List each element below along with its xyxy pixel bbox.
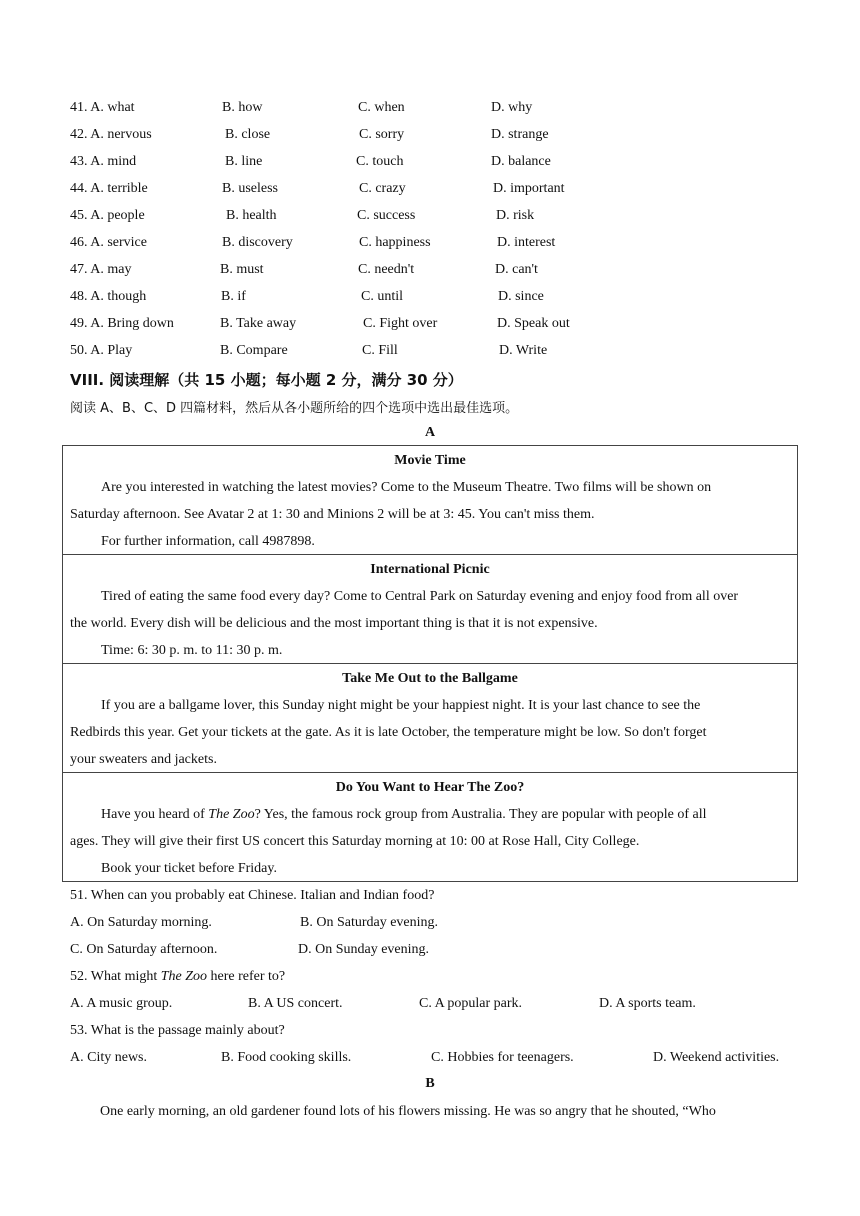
choice-a: A. City news.	[70, 1050, 147, 1065]
ad-ballgame-line: If you are a ballgame lover, this Sunday night might be your happiest night. It is your last chance to see the	[101, 698, 701, 713]
option-43-a: 43. A. mind	[70, 154, 137, 169]
choice-a: A. A music group.	[70, 996, 173, 1011]
option-50-b: B. Compare	[220, 343, 288, 358]
option-48-d: D. since	[498, 289, 544, 304]
option-46-b: B. discovery	[222, 235, 293, 250]
choice-b: B. A US concert.	[248, 996, 343, 1011]
ad-movie-title: Movie Time	[394, 453, 466, 468]
option-48-a: 48. A. though	[70, 289, 147, 304]
option-49-b: B. Take away	[220, 316, 297, 331]
option-45-b: B. health	[226, 208, 277, 223]
ad-picnic	[62, 554, 798, 664]
option-44-c: C. crazy	[359, 181, 406, 196]
option-45-d: D. risk	[496, 208, 535, 223]
option-50-d: D. Write	[499, 343, 548, 358]
option-48-b: B. if	[221, 289, 246, 304]
option-42-d: D. strange	[491, 127, 549, 142]
option-43-d: D. balance	[491, 154, 551, 169]
option-41-c: C. when	[358, 100, 405, 115]
option-44-a: 44. A. terrible	[70, 181, 148, 196]
choice-d: D. A sports team.	[599, 996, 696, 1011]
option-47-a: 47. A. may	[70, 262, 132, 277]
option-44-d: D. important	[493, 181, 565, 196]
ad-movie-line: Are you interested in watching the latest movies? Come to the Museum Theatre. Two films will be shown on	[101, 480, 712, 495]
passage-b-label: B	[425, 1076, 435, 1091]
ad-ballgame-line: Redbirds this year. Get your tickets at the gate. As it is late October, the temperature might be low. So don't forget	[70, 725, 707, 740]
choice-b: B. On Saturday evening.	[300, 915, 439, 930]
option-44-b: B. useless	[222, 181, 278, 196]
question-stem: 53. What is the passage mainly about?	[70, 1023, 285, 1038]
ad-ballgame-line: your sweaters and jackets.	[70, 752, 217, 767]
option-49-d: D. Speak out	[497, 316, 570, 331]
ad-zoo-line: Book your ticket before Friday.	[101, 861, 277, 876]
ad-picnic-line: Tired of eating the same food every day? Come to Central Park on Saturday evening and enjoy food from all over	[101, 589, 739, 604]
ad-zoo-title: Do You Want to Hear The Zoo?	[335, 780, 525, 795]
ad-zoo	[62, 772, 798, 882]
section-instruction: 阅读 A、B、C、D 四篇材料，然后从各小题所给的四个选项中选出最佳选项。	[70, 401, 519, 416]
option-42-b: B. close	[225, 127, 271, 142]
choice-d: D. On Sunday evening.	[298, 942, 430, 957]
option-49-a: 49. A. Bring down	[70, 316, 174, 331]
question-stem: 51. When can you probably eat Chinese. Italian and Indian food?	[70, 888, 435, 903]
ad-movie-line: Saturday afternoon. See Avatar 2 at 1: 30 and Minions 2 will be at 3: 45. You can't miss them.	[70, 507, 595, 522]
option-45-c: C. success	[357, 208, 416, 223]
ad-picnic-line: Time: 6: 30 p. m. to 11: 30 p. m.	[101, 643, 283, 658]
option-48-c: C. until	[361, 289, 404, 304]
choice-d: D. Weekend activities.	[653, 1050, 780, 1065]
ad-ballgame-title: Take Me Out to the Ballgame	[342, 671, 518, 686]
option-42-c: C. sorry	[359, 127, 405, 142]
ad-zoo-line: ages. They will give their first US concert this Saturday morning at 10: 00 at Rose Hall, City College.	[70, 834, 640, 849]
ad-picnic-line: the world. Every dish will be delicious and the most important thing is that it is not expensive.	[70, 616, 598, 631]
ad-picnic-title: International Picnic	[370, 562, 490, 577]
option-46-a: 46. A. service	[70, 235, 147, 250]
ad-ballgame	[62, 663, 798, 773]
ad-movie	[62, 445, 798, 555]
passage-a-label: A	[424, 425, 436, 440]
choice-a: A. On Saturday morning.	[70, 915, 212, 930]
option-42-a: 42. A. nervous	[70, 127, 152, 142]
section-heading: VIII. 阅读理解（共 15 小题；每小题 2 分，满分 30 分）	[70, 371, 463, 389]
option-46-d: D. interest	[497, 235, 556, 250]
option-49-c: C. Fight over	[363, 316, 438, 331]
question-stem: 52. What might The Zoo here refer to?	[70, 969, 286, 984]
choice-c: C. A popular park.	[419, 996, 523, 1011]
option-50-c: C. Fill	[362, 343, 398, 358]
ad-movie-line: For further information, call 4987898.	[101, 534, 315, 549]
option-45-a: 45. A. people	[70, 208, 145, 223]
option-50-a: 50. A. Play	[70, 343, 133, 358]
choice-c: C. On Saturday afternoon.	[70, 942, 218, 957]
option-41-b: B. how	[222, 100, 263, 115]
option-43-b: B. line	[225, 154, 263, 169]
option-47-c: C. needn't	[358, 262, 415, 277]
option-41-a: 41. A. what	[70, 100, 135, 115]
option-41-d: D. why	[491, 100, 533, 115]
option-47-b: B. must	[220, 262, 264, 277]
choice-c: C. Hobbies for teenagers.	[431, 1050, 574, 1065]
option-47-d: D. can't	[495, 262, 538, 277]
ad-zoo-line: Have you heard of The Zoo? Yes, the famous rock group from Australia. They are popular with people of all	[101, 807, 707, 822]
choice-b: B. Food cooking skills.	[221, 1050, 352, 1065]
option-46-c: C. happiness	[359, 235, 431, 250]
passage-b-text: One early morning, an old gardener found lots of his flowers missing. He was so angry that he shouted, “Who	[100, 1104, 716, 1119]
option-43-c: C. touch	[356, 154, 404, 169]
